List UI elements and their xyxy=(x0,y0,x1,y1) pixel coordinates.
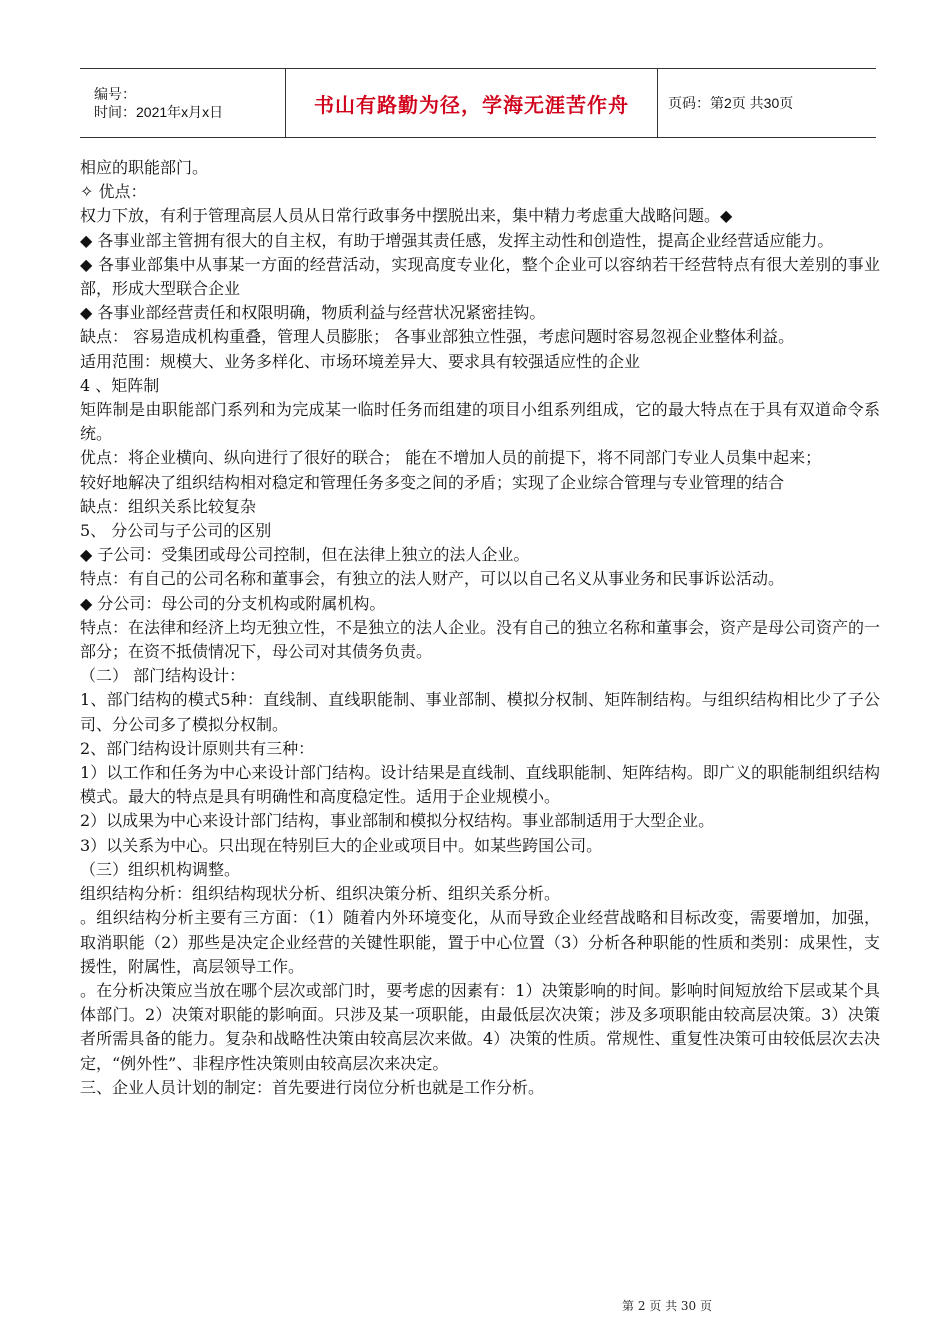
paragraph: 1）以工作和任务为中心来设计部门结构。设计结果是直线制、直线职能制、矩阵结构。即广义的职能制组织结构模式。最大的特点是具有明确性和高度稳定性。适用于企业规模小。 xyxy=(80,763,880,807)
motto: 书山有路勤为径，学海无涯苦作舟 xyxy=(314,92,629,117)
page-number: 页码：第2页 共30页 xyxy=(668,95,794,111)
serial-number: 编号： xyxy=(94,86,136,102)
paragraph: 权力下放，有利于管理高层人员从日常行政事务中摆脱出来，集中精力考虑重大战略问题。◆ xyxy=(80,206,733,226)
page-header xyxy=(80,68,876,138)
paragraph: 3）以关系为中心。只出现在特别巨大的企业或项目中。如某些跨国公司。 xyxy=(80,835,603,855)
paragraph: ◆ 各事业部主管拥有很大的自主权，有助于增强其责任感，发挥主动性和创造性，提高企业经营适应能力。 xyxy=(80,230,834,250)
paragraph: 优点：将企业横向、纵向进行了很好的联合； 能在不增加人员的前提下，将不同部门专业人员集中起来； xyxy=(80,448,822,468)
section-heading: （三）组织机构调整。 xyxy=(80,859,241,879)
paragraph: 矩阵制是由职能部门系列和为完成某一临时任务而组建的项目小组系列组成，它的最大特点在于具有双道命令系统。 xyxy=(80,400,880,444)
paragraph: 。组织结构分析主要有三方面：（1）随着内外环境变化，从而导致企业经营战略和目标改变，需要增加，加强，取消职能（2）那些是决定企业经营的关键性职能，置于中心位置（3）分析各种职能的性质和类别：成果性，支援性，附属性，高层领导工作。 xyxy=(80,908,880,976)
paragraph: 适用范围：规模大、业务多样化、市场环境差异大、要求具有较强适应性的企业 xyxy=(80,351,641,371)
section-heading: 三、企业人员计划的制定：首先要进行岗位分析也就是工作分析。 xyxy=(80,1077,545,1097)
paragraph: 特点：在法律和经济上均无独立性，不是独立的法人企业。没有自己的独立名称和董事会，资产是母公司资产的一部分；在资不抵债情况下，母公司对其债务负责。 xyxy=(80,617,881,662)
paragraph: ◆ 分公司：母公司的分支机构或附属机构。 xyxy=(80,593,386,613)
paragraph: 缺点：组织关系比较复杂 xyxy=(80,496,257,516)
paragraph: 缺点： 容易造成机构重叠，管理人员膨胀； 各事业部独立性强，考虑问题时容易忽视企业整体利益。 xyxy=(80,327,795,347)
header-motto-cell xyxy=(285,69,658,137)
header-page-cell xyxy=(658,69,876,137)
paragraph: 特点：有自己的公司名称和董事会，有独立的法人财产，可以以自己名义从事业务和民事诉讼活动。 xyxy=(80,569,785,589)
page-footer: 第 2 页 共 30 页 xyxy=(622,1299,712,1313)
paragraph: ◆ 各事业部集中从事某一方面的经营活动，实现高度专业化，整个企业可以容纳若干经营特点有很大差别的事业部，形成大型联合企业 xyxy=(80,254,880,299)
paragraph: ◆ 子公司：受集团或母公司控制，但在法律上独立的法人企业。 xyxy=(80,545,530,565)
paragraph: 相应的职能部门。 xyxy=(80,158,209,177)
header-meta xyxy=(80,69,285,137)
document-body xyxy=(80,156,880,1100)
section-heading: 5、 分公司与子公司的区别 xyxy=(80,521,272,541)
paragraph: 1、部门结构的模式5种：直线制、直线职能制、事业部制、模拟分权制、矩阵制结构。与组织结构相比少了子公司、分公司多了模拟分权制。 xyxy=(80,690,880,734)
paragraph: ✧ 优点： xyxy=(80,182,147,202)
paragraph: 组织结构分析：组织结构现状分析、组织决策分析、组织关系分析。 xyxy=(80,884,561,904)
paragraph: 较好地解决了组织结构相对稳定和管理任务多变之间的矛盾；实现了企业综合管理与专业管理的结合 xyxy=(80,472,785,492)
section-heading: （二） 部门结构设计： xyxy=(80,666,246,686)
paragraph: 2）以成果为中心来设计部门结构，事业部制和模拟分权结构。事业部制适用于大型企业。 xyxy=(80,811,715,831)
section-heading: 4 、矩阵制 xyxy=(80,375,160,395)
paragraph: ◆ 各事业部经营责任和权限明确，物质利益与经营状况紧密挂钩。 xyxy=(80,303,546,323)
paragraph: 2、部门结构设计原则共有三种： xyxy=(80,738,315,758)
paragraph: 。在分析决策应当放在哪个层次或部门时，要考虑的因素有：1）决策影响的时间。影响时间短放给下层或某个具体部门。2）决策对职能的影响面。只涉及某一项职能，由最低层次决策；涉及多项职能由较高层决策。3）决策者所需具备的能力。复杂和战略性决策由较高层次来做。4）决策的性质。常规性、重复性决策可由较低层次去决定，“例外性”、非程序性决策则由较高层次来决定。 xyxy=(80,980,880,1073)
document-time: 时间：2021年x月x日 xyxy=(94,104,224,120)
